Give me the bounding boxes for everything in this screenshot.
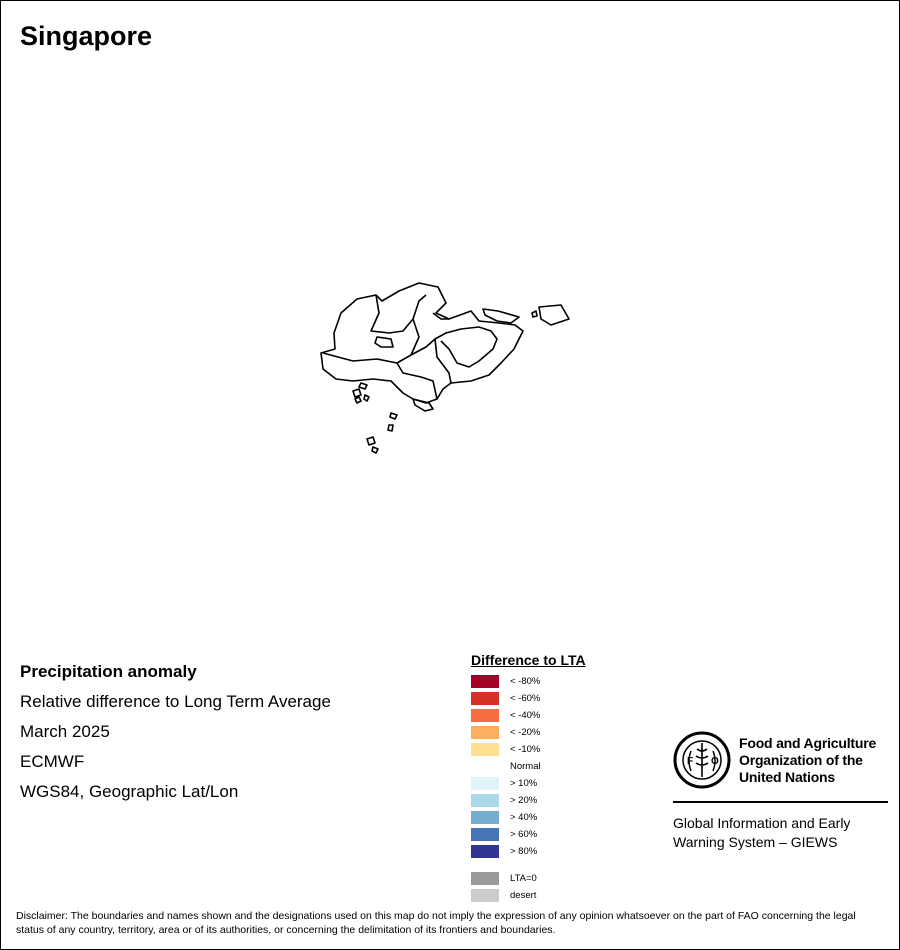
southern-islet-7	[367, 437, 375, 445]
svg-text:F: F	[687, 756, 694, 767]
fao-name	[739, 735, 891, 786]
southern-islet-4	[364, 395, 369, 401]
legend-row	[471, 809, 586, 826]
southern-islet-5	[390, 413, 397, 419]
legend-label: < -10%	[510, 744, 541, 755]
disclaimer: Disclaimer: The boundaries and names shown and the designations used on this map do not imply the expression of any opinion whatsoever on the part of FAO concerning the legal status of any country, territory, area or of its authorities, or concerning the delimitation of its frontiers and boundaries.	[16, 910, 856, 936]
legend-items	[471, 673, 586, 860]
legend-swatch	[471, 811, 499, 824]
info-source: ECMWF	[20, 752, 85, 771]
legend-row	[471, 690, 586, 707]
fao-name-line-1: Food and Agriculture	[739, 735, 877, 751]
info-heading: Precipitation anomaly	[20, 662, 197, 681]
legend-swatch	[471, 743, 499, 756]
legend-row	[471, 843, 586, 860]
legend-swatch	[471, 794, 499, 807]
southern-islet-1	[353, 389, 361, 397]
legend-label: > 60%	[510, 829, 538, 840]
district-boundary-1	[323, 327, 497, 367]
legend-row	[471, 707, 586, 724]
legend-row	[471, 826, 586, 843]
singapore-map	[301, 271, 601, 471]
southern-islet-2	[359, 383, 367, 389]
pulau-ubin-outline	[483, 309, 519, 323]
info-projection: WGS84, Geographic Lat/Lon	[20, 782, 239, 801]
legend-row	[471, 775, 586, 792]
legend-swatch	[471, 709, 499, 722]
southern-islet-8	[372, 447, 378, 453]
legend-row	[471, 870, 586, 887]
giews-label	[673, 814, 888, 852]
legend-label: < -80%	[510, 676, 541, 687]
legend-swatch	[471, 889, 499, 902]
southern-islet-6	[388, 425, 393, 431]
legend-swatch	[471, 692, 499, 705]
legend-swatch	[471, 845, 499, 858]
main-island-outline	[321, 283, 523, 403]
legend-extra-items	[471, 870, 586, 904]
district-boundary-5	[435, 339, 451, 383]
legend-label: > 40%	[510, 812, 538, 823]
legend-row	[471, 673, 586, 690]
legend-label: Normal	[510, 761, 541, 772]
legend-swatch	[471, 726, 499, 739]
legend-swatch	[471, 777, 499, 790]
legend-label: > 20%	[510, 795, 538, 806]
legend-row	[471, 792, 586, 809]
fao-divider	[673, 801, 888, 803]
southern-islet-3	[355, 397, 361, 403]
info-subtitle: Relative difference to Long Term Average	[20, 692, 331, 711]
legend-title: Difference to LTA	[471, 652, 586, 668]
small-islet-east	[532, 311, 537, 317]
fao-logo-icon	[673, 731, 731, 789]
legend-label: > 10%	[510, 778, 538, 789]
pulau-tekong-outline	[539, 305, 569, 325]
legend-row	[471, 758, 586, 775]
district-boundary-3	[411, 319, 419, 355]
legend-label: < -20%	[510, 727, 541, 738]
legend-label: < -60%	[510, 693, 541, 704]
legend-row	[471, 741, 586, 758]
legend-swatch	[471, 828, 499, 841]
fao-name-line-3: United Nations	[739, 769, 835, 785]
district-boundary-2	[371, 295, 426, 333]
giews-line-1: Global Information and Early	[673, 815, 851, 831]
legend-swatch	[471, 760, 499, 773]
legend-label: LTA=0	[510, 873, 537, 884]
legend-label: desert	[510, 890, 537, 901]
legend	[471, 652, 586, 904]
legend-swatch	[471, 675, 499, 688]
legend-swatch	[471, 872, 499, 885]
info-period: March 2025	[20, 722, 110, 741]
map-title: Singapore	[20, 21, 153, 51]
map-info-block	[20, 657, 331, 807]
legend-row	[471, 887, 586, 904]
fao-name-line-2: Organization of the	[739, 752, 863, 768]
legend-label: > 80%	[510, 846, 538, 857]
inner-lake	[375, 337, 393, 347]
giews-line-2: Warning System – GIEWS	[673, 834, 838, 850]
legend-row	[471, 724, 586, 741]
svg-text:O: O	[711, 756, 719, 767]
legend-label: < -40%	[510, 710, 541, 721]
